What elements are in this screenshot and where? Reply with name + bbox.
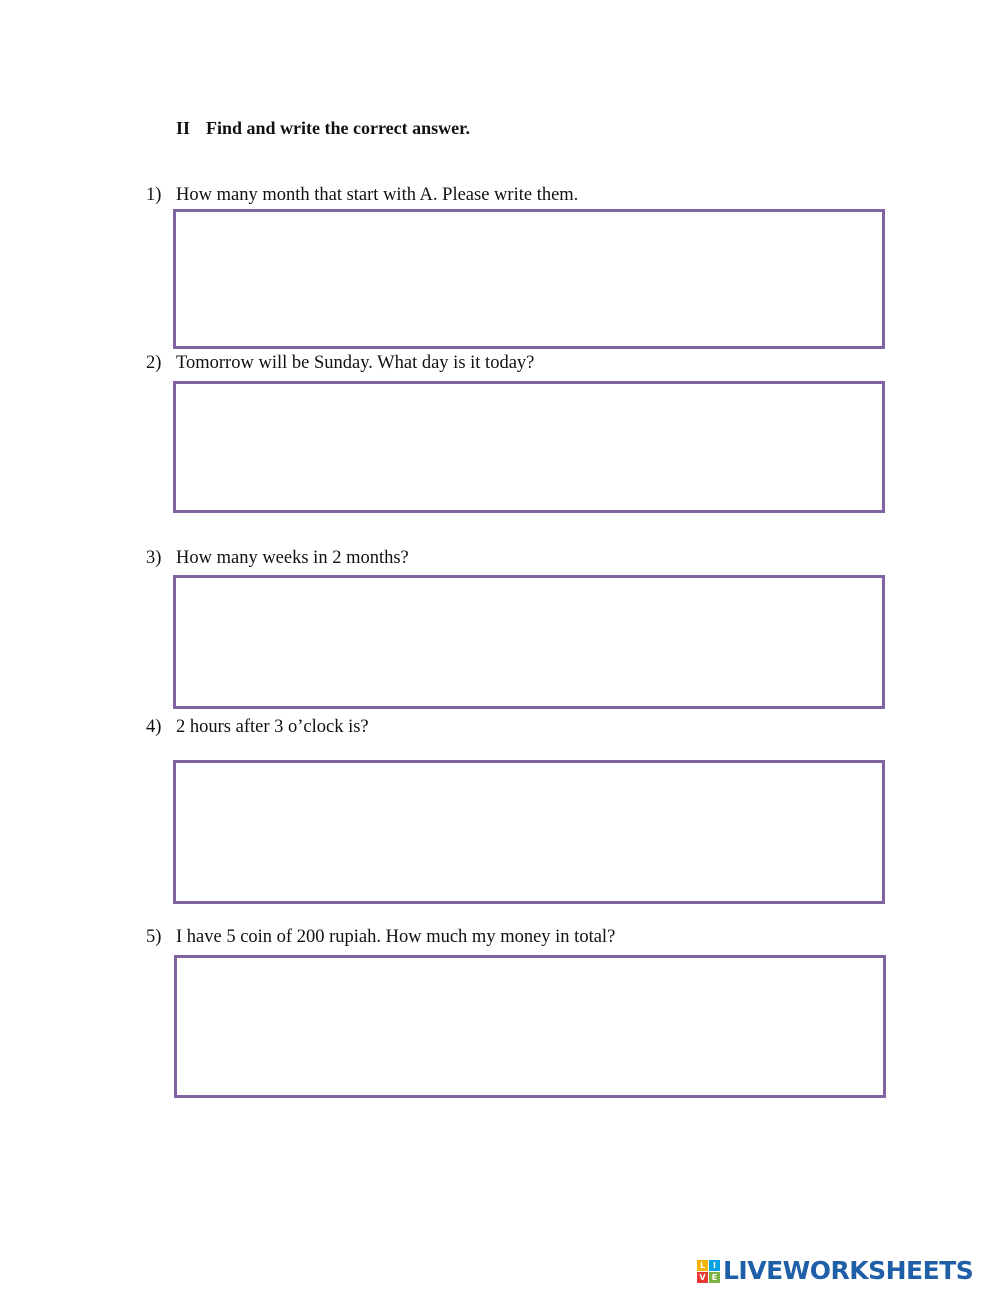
liveworksheets-logo-icon [697, 1260, 720, 1283]
answer-box-4[interactable] [173, 760, 885, 904]
question-number: 2) [146, 353, 162, 373]
question-text: I have 5 coin of 200 rupiah. How much my money in total? [176, 927, 616, 947]
logo-letter-i: I [709, 1260, 720, 1271]
question-text: Tomorrow will be Sunday. What day is it today? [176, 353, 535, 373]
question-text: How many month that start with A. Please write them. [176, 185, 579, 205]
logo-letter-v: V [697, 1272, 708, 1283]
answer-box-3[interactable] [173, 575, 885, 709]
question-number: 1) [146, 185, 162, 205]
question-5 [146, 927, 615, 948]
question-4 [146, 717, 369, 738]
question-2 [146, 353, 534, 374]
brand-text: LIVEWORKSHEETS [723, 1256, 974, 1285]
question-text: 2 hours after 3 o’clock is? [176, 717, 369, 737]
section-number: II [176, 118, 191, 138]
logo-letter-l: L [697, 1260, 708, 1271]
question-number: 5) [146, 927, 162, 947]
question-number: 3) [146, 548, 162, 568]
question-1 [146, 185, 578, 206]
question-text: How many weeks in 2 months? [176, 548, 409, 568]
section-title: Find and write the correct answer. [206, 118, 470, 138]
section-heading [176, 118, 470, 139]
answer-box-2[interactable] [173, 381, 885, 513]
answer-box-1[interactable] [173, 209, 885, 349]
answer-box-5[interactable] [174, 955, 886, 1098]
liveworksheets-brand [697, 1257, 973, 1285]
question-number: 4) [146, 717, 162, 737]
logo-letter-e: E [709, 1272, 720, 1283]
question-3 [146, 548, 409, 569]
